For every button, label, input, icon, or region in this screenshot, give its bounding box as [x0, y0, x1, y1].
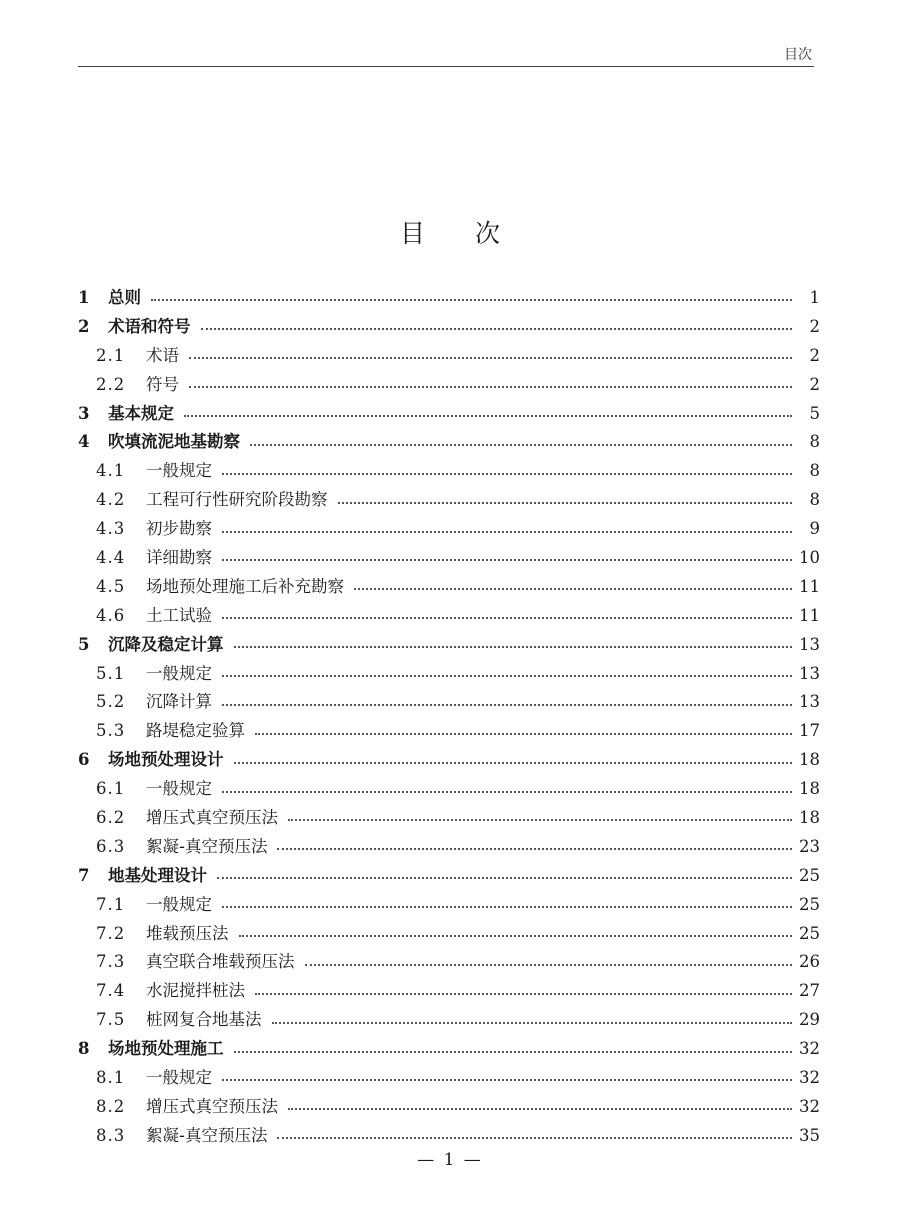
toc-dot-leader	[272, 1022, 793, 1024]
toc-entry-number: 7	[78, 865, 90, 885]
toc-dot-leader	[239, 935, 793, 937]
page-title: 目次	[399, 218, 550, 248]
toc-entry-page: 32	[799, 1096, 820, 1116]
toc-chapter-entry[interactable]	[78, 400, 820, 429]
toc-chapter-entry[interactable]	[78, 746, 820, 775]
toc-section-entry[interactable]	[78, 948, 820, 977]
toc-chapter-entry[interactable]	[78, 1035, 820, 1064]
toc-section-entry[interactable]	[78, 1093, 820, 1122]
toc-dot-leader	[151, 299, 792, 301]
toc-entry-page: 1	[809, 288, 820, 307]
toc-dot-leader	[234, 762, 793, 764]
toc-entry-page: 11	[799, 576, 820, 596]
toc-dot-leader	[217, 877, 792, 879]
toc-entry-title: 增压式真空预压法	[146, 1096, 278, 1116]
toc-section-entry[interactable]	[78, 891, 820, 920]
toc-section-entry[interactable]	[78, 342, 820, 371]
toc-entry-page: 13	[799, 692, 820, 712]
toc-entry-page: 18	[799, 779, 820, 799]
toc-entry-title: 工程可行性研究阶段勘察	[146, 490, 328, 510]
toc-entry-page: 25	[799, 865, 820, 885]
toc-entry-title: 初步勘察	[146, 519, 212, 539]
toc-entry-title: 增压式真空预压法	[146, 808, 278, 828]
toc-dot-leader	[277, 1137, 792, 1139]
toc-entry-title: 一般规定	[146, 894, 212, 914]
toc-entry-number: 2.1	[96, 345, 126, 365]
toc-entry-number: 5	[78, 634, 90, 654]
toc-section-entry[interactable]	[78, 1006, 820, 1035]
toc-entry-title: 土工试验	[146, 605, 212, 625]
toc-chapter-entry[interactable]	[78, 313, 820, 342]
toc-section-entry[interactable]	[78, 688, 820, 717]
toc-dot-leader	[222, 531, 792, 533]
toc-section-entry[interactable]	[78, 775, 820, 804]
toc-entry-page: 32	[799, 1068, 820, 1088]
toc-entry-number: 6	[78, 750, 90, 770]
toc-dot-leader	[201, 328, 793, 330]
toc-dot-leader	[305, 964, 793, 966]
toc-chapter-entry[interactable]	[78, 862, 820, 891]
toc-entry-title: 符号	[146, 374, 179, 394]
toc-entry-page: 17	[799, 721, 820, 741]
header-rule	[78, 66, 814, 67]
toc-section-entry[interactable]	[78, 544, 820, 573]
toc-entry-title: 一般规定	[146, 663, 212, 683]
toc-entry-title: 路堤稳定验算	[146, 721, 245, 741]
toc-entry-number: 5.1	[96, 663, 126, 683]
toc-section-entry[interactable]	[78, 717, 820, 746]
toc-section-entry[interactable]	[78, 920, 820, 949]
toc-entry-page: 25	[799, 923, 820, 943]
toc-entry-title: 水泥搅拌桩法	[146, 981, 245, 1001]
toc-dot-leader	[234, 646, 793, 648]
toc-section-entry[interactable]	[78, 486, 820, 515]
toc-dot-leader	[255, 733, 792, 735]
toc-entry-number: 8.3	[96, 1125, 126, 1145]
toc-chapter-entry[interactable]	[78, 428, 820, 457]
page-number: — 1 —	[417, 1150, 483, 1170]
toc-entry-title: 一般规定	[146, 461, 212, 481]
toc-dot-leader	[222, 791, 792, 793]
toc-entry-number: 6.1	[96, 779, 126, 799]
toc-entry-number: 6.2	[96, 808, 126, 828]
toc-entry-number: 3	[78, 403, 90, 423]
toc-entry-title: 场地预处理施工后补充勘察	[146, 576, 344, 596]
toc-section-entry[interactable]	[78, 457, 820, 486]
toc-entry-page: 23	[799, 836, 820, 856]
toc-dot-leader	[222, 473, 792, 475]
toc-entry-page: 29	[799, 1010, 820, 1030]
toc-entry-title: 真空联合堆载预压法	[146, 952, 295, 972]
toc-dot-leader	[234, 1051, 793, 1053]
toc-entry-page: 32	[799, 1039, 820, 1059]
toc-dot-leader	[277, 848, 792, 850]
toc-section-entry[interactable]	[78, 515, 820, 544]
toc-dot-leader	[222, 617, 792, 619]
toc-dot-leader	[288, 1108, 792, 1110]
toc-entry-page: 13	[799, 634, 820, 654]
running-header: 目次	[784, 47, 812, 63]
toc-section-entry[interactable]	[78, 804, 820, 833]
toc-section-entry[interactable]	[78, 602, 820, 631]
toc-entry-number: 2	[78, 316, 90, 336]
toc-entry-number: 7.5	[96, 1010, 126, 1030]
toc-entry-page: 2	[809, 316, 820, 336]
toc-entry-number: 8	[78, 1039, 90, 1059]
toc-entry-title: 一般规定	[146, 1068, 212, 1088]
toc-entry-title: 沉降计算	[146, 692, 212, 712]
toc-dot-leader	[338, 502, 793, 504]
toc-entry-page: 18	[799, 808, 820, 828]
toc-entry-title: 术语	[146, 345, 179, 365]
toc-entry-title: 堆载预压法	[146, 923, 229, 943]
toc-entry-number: 7.2	[96, 923, 126, 943]
toc-chapter-entry[interactable]	[78, 631, 820, 660]
toc-dot-leader	[189, 386, 792, 388]
toc-entry-page: 27	[799, 981, 820, 1001]
toc-section-entry[interactable]	[78, 573, 820, 602]
toc-entry-title: 桩网复合地基法	[146, 1010, 262, 1030]
toc-dot-leader	[222, 906, 792, 908]
toc-entry-number: 8.2	[96, 1096, 126, 1116]
toc-section-entry[interactable]	[78, 1122, 820, 1151]
toc-dot-leader	[189, 357, 792, 359]
toc-entry-number: 7.1	[96, 894, 126, 914]
toc-entry-number: 4.2	[96, 490, 126, 510]
toc-entry-title: 详细勘察	[146, 548, 212, 568]
toc-entry-number: 2.2	[96, 374, 126, 394]
toc-entry-number: 4.4	[96, 548, 126, 568]
toc-entry-number: 8.1	[96, 1068, 126, 1088]
toc-entry-title: 场地预处理设计	[108, 750, 224, 770]
table-of-contents	[78, 284, 820, 1151]
toc-entry-number: 1	[78, 288, 90, 307]
toc-section-entry[interactable]	[78, 371, 820, 400]
toc-entry-title: 吹填流泥地基勘察	[108, 432, 240, 452]
toc-entry-page: 2	[809, 345, 820, 365]
toc-chapter-entry[interactable]	[78, 284, 820, 313]
toc-entry-title: 沉降及稳定计算	[108, 634, 224, 654]
toc-entry-title: 絮凝-真空预压法	[146, 1125, 268, 1145]
toc-dot-leader	[288, 819, 792, 821]
toc-entry-number: 4.3	[96, 519, 126, 539]
toc-entry-page: 9	[809, 519, 820, 539]
toc-section-entry[interactable]	[78, 977, 820, 1006]
toc-dot-leader	[222, 1079, 792, 1081]
toc-dot-leader	[184, 415, 792, 417]
toc-entry-title: 地基处理设计	[108, 865, 207, 885]
toc-section-entry[interactable]	[78, 660, 820, 689]
toc-entry-page: 13	[799, 663, 820, 683]
toc-entry-number: 6.3	[96, 836, 126, 856]
toc-entry-title: 术语和符号	[108, 316, 191, 336]
toc-entry-page: 2	[809, 374, 820, 394]
toc-entry-title: 基本规定	[108, 403, 174, 423]
toc-entry-page: 8	[809, 461, 820, 481]
toc-entry-number: 4	[78, 432, 90, 452]
toc-entry-number: 4.6	[96, 605, 126, 625]
toc-entry-page: 18	[799, 750, 820, 770]
toc-dot-leader	[222, 675, 792, 677]
toc-entry-number: 7.3	[96, 952, 126, 972]
toc-section-entry[interactable]	[78, 1064, 820, 1093]
toc-dot-leader	[222, 704, 792, 706]
toc-dot-leader	[222, 559, 792, 561]
toc-entry-title: 一般规定	[146, 779, 212, 799]
toc-entry-number: 4.1	[96, 461, 126, 481]
toc-entry-page: 25	[799, 894, 820, 914]
toc-entry-number: 4.5	[96, 576, 126, 596]
toc-entry-title: 场地预处理施工	[108, 1039, 224, 1059]
toc-entry-number: 5.2	[96, 692, 126, 712]
toc-dot-leader	[354, 588, 792, 590]
toc-entry-page: 26	[799, 952, 820, 972]
toc-entry-page: 10	[799, 548, 820, 568]
toc-entry-number: 7.4	[96, 981, 126, 1001]
toc-entry-page: 8	[809, 490, 820, 510]
toc-entry-page: 35	[799, 1125, 820, 1145]
toc-entry-title: 絮凝-真空预压法	[146, 836, 268, 856]
toc-dot-leader	[255, 993, 792, 995]
toc-entry-page: 11	[799, 605, 820, 625]
toc-entry-page: 8	[809, 432, 820, 452]
toc-section-entry[interactable]	[78, 833, 820, 862]
toc-entry-page: 5	[809, 403, 820, 423]
toc-entry-title: 总则	[108, 288, 141, 307]
toc-dot-leader	[250, 444, 792, 446]
toc-entry-number: 5.3	[96, 721, 126, 741]
